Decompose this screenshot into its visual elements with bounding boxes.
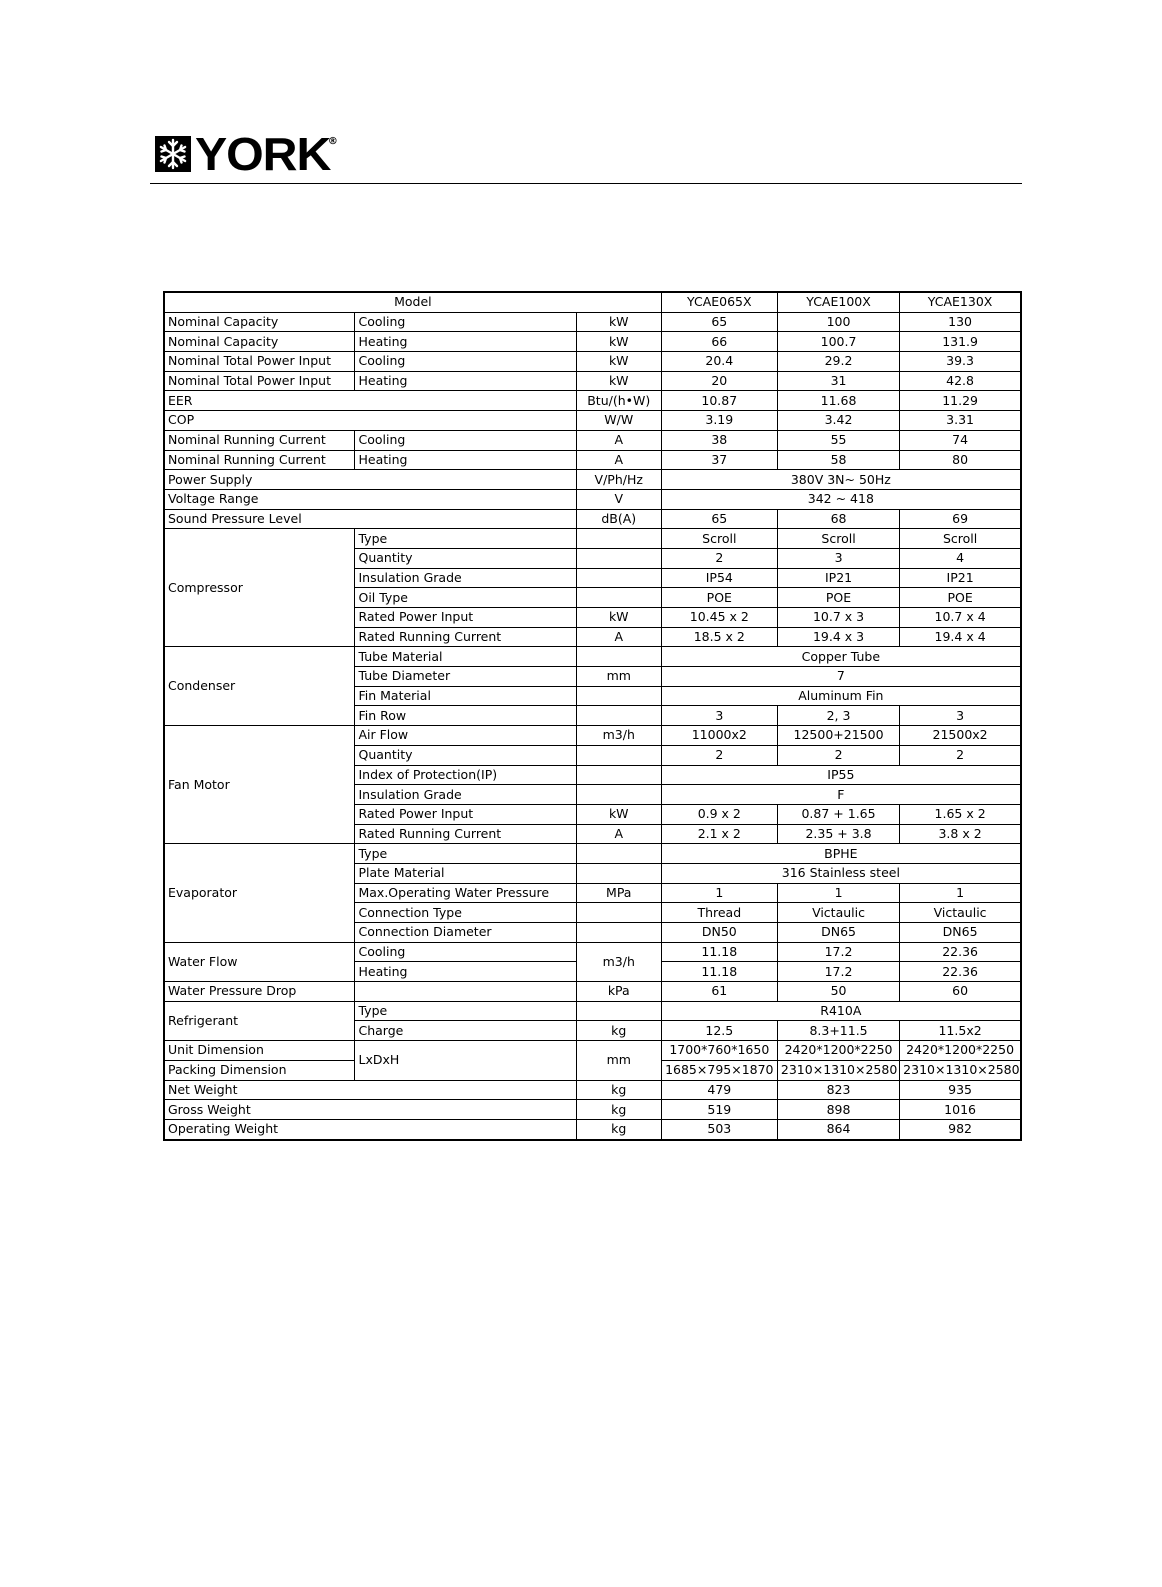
table-row [164, 332, 1021, 352]
value-cell: 11.5x2 [900, 1021, 1021, 1041]
value-cell: POE [900, 588, 1021, 608]
table-row [164, 1041, 1021, 1061]
value-cell: 2 [661, 745, 777, 765]
group-label: Compressor [164, 529, 355, 647]
value-cell: POE [777, 588, 899, 608]
row-label: Voltage Range [164, 489, 576, 509]
value-cell: 2 [900, 745, 1021, 765]
table-row [164, 391, 1021, 411]
row-label: Model [164, 292, 661, 312]
row-sublabel: Heating [355, 962, 576, 982]
table-row [164, 489, 1021, 509]
value-cell: 69 [900, 509, 1021, 529]
value-cell: 37 [661, 450, 777, 470]
unit-cell [576, 686, 661, 706]
value-cell: 38 [661, 430, 777, 450]
value-cell: DN50 [661, 923, 777, 943]
value-cell: IP55 [661, 765, 1021, 785]
row-label: Operating Weight [164, 1119, 576, 1139]
value-cell: 11.68 [777, 391, 899, 411]
row-label: Nominal Running Current [164, 450, 355, 470]
value-cell: 823 [777, 1080, 899, 1100]
unit-cell: kg [576, 1080, 661, 1100]
value-cell: 11.18 [661, 962, 777, 982]
value-cell: 2.35 + 3.8 [777, 824, 899, 844]
unit-cell [576, 844, 661, 864]
unit-cell [576, 588, 661, 608]
table-row [164, 529, 1021, 549]
table-row [164, 1001, 1021, 1021]
york-logo [155, 128, 338, 180]
value-cell: 31 [777, 371, 899, 391]
spec-table [163, 291, 1022, 1141]
value-cell: 2 [777, 745, 899, 765]
snowflake-icon [155, 136, 191, 172]
value-cell: 0.87 + 1.65 [777, 804, 899, 824]
value-cell: 1700*760*1650 [661, 1041, 777, 1061]
row-sublabel: Plate Material [355, 863, 576, 883]
value-cell: Copper Tube [661, 647, 1021, 667]
value-cell: 10.45 x 2 [661, 608, 777, 628]
unit-cell: MPa [576, 883, 661, 903]
value-cell: 100 [777, 312, 899, 332]
row-sublabel: Air Flow [355, 726, 576, 746]
unit-cell [576, 706, 661, 726]
value-cell: Aluminum Fin [661, 686, 1021, 706]
row-sublabel: Cooling [355, 352, 576, 372]
unit-cell: kg [576, 1119, 661, 1139]
row-sublabel: Quantity [355, 745, 576, 765]
value-cell: 19.4 x 3 [777, 627, 899, 647]
group-label: Evaporator [164, 844, 355, 942]
row-label: Nominal Running Current [164, 430, 355, 450]
table-row [164, 312, 1021, 332]
value-cell: 20.4 [661, 352, 777, 372]
value-cell: 2310×1310×2580 [900, 1060, 1021, 1080]
value-cell: 380V 3N~ 50Hz [661, 470, 1021, 490]
group-label: Condenser [164, 647, 355, 726]
value-cell: 1.65 x 2 [900, 804, 1021, 824]
model-name: YCAE065X [661, 292, 777, 312]
row-sublabel: Fin Row [355, 706, 576, 726]
value-cell: 1 [661, 883, 777, 903]
row-sublabel: Cooling [355, 312, 576, 332]
unit-cell: V [576, 489, 661, 509]
value-cell: 2310×1310×2580 [777, 1060, 899, 1080]
row-sublabel: Heating [355, 371, 576, 391]
row-label: Nominal Total Power Input [164, 352, 355, 372]
row-sublabel: Insulation Grade [355, 785, 576, 805]
model-name: YCAE100X [777, 292, 899, 312]
value-cell: 22.36 [900, 942, 1021, 962]
value-cell: 100.7 [777, 332, 899, 352]
value-cell: 8.3+11.5 [777, 1021, 899, 1041]
unit-cell: V/Ph/Hz [576, 470, 661, 490]
row-label: Packing Dimension [164, 1060, 355, 1080]
table-row [164, 450, 1021, 470]
table-row [164, 982, 1021, 1002]
brand-name: YORK [195, 128, 331, 180]
value-cell: Thread [661, 903, 777, 923]
table-row [164, 371, 1021, 391]
row-label: COP [164, 411, 576, 431]
value-cell: 2, 3 [777, 706, 899, 726]
value-cell: 3 [661, 706, 777, 726]
value-cell: 2420*1200*2250 [777, 1041, 899, 1061]
value-cell: 39.3 [900, 352, 1021, 372]
unit-cell: m3/h [576, 726, 661, 746]
value-cell: 864 [777, 1119, 899, 1139]
unit-cell: mm [576, 1041, 661, 1080]
value-cell: F [661, 785, 1021, 805]
unit-cell [576, 647, 661, 667]
row-sublabel: Type [355, 529, 576, 549]
value-cell: 3.31 [900, 411, 1021, 431]
row-sublabel: Tube Material [355, 647, 576, 667]
value-cell: 1685×795×1870 [661, 1060, 777, 1080]
model-name: YCAE130X [900, 292, 1021, 312]
value-cell: 17.2 [777, 942, 899, 962]
table-row [164, 647, 1021, 667]
value-cell: 66 [661, 332, 777, 352]
value-cell: 342 ~ 418 [661, 489, 1021, 509]
value-cell: 50 [777, 982, 899, 1002]
value-cell: Victaulic [900, 903, 1021, 923]
value-cell: 0.9 x 2 [661, 804, 777, 824]
row-label: Power Supply [164, 470, 576, 490]
unit-cell [576, 923, 661, 943]
value-cell: 80 [900, 450, 1021, 470]
value-cell: IP21 [777, 568, 899, 588]
value-cell: BPHE [661, 844, 1021, 864]
value-cell: 3.8 x 2 [900, 824, 1021, 844]
unit-cell: A [576, 627, 661, 647]
row-sublabel: Rated Power Input [355, 608, 576, 628]
header-rule [150, 183, 1022, 184]
unit-cell [576, 529, 661, 549]
value-cell: 3.42 [777, 411, 899, 431]
value-cell: 58 [777, 450, 899, 470]
value-cell: 503 [661, 1119, 777, 1139]
row-label: Water Pressure Drop [164, 982, 355, 1002]
unit-cell: kW [576, 332, 661, 352]
table-row [164, 470, 1021, 490]
value-cell: Scroll [777, 529, 899, 549]
value-cell: 935 [900, 1080, 1021, 1100]
value-cell: 65 [661, 509, 777, 529]
value-cell: 982 [900, 1119, 1021, 1139]
unit-cell: kPa [576, 982, 661, 1002]
value-cell: 10.7 x 4 [900, 608, 1021, 628]
value-cell: 68 [777, 509, 899, 529]
table-row [164, 1080, 1021, 1100]
value-cell: IP21 [900, 568, 1021, 588]
value-cell: 3.19 [661, 411, 777, 431]
unit-cell [576, 765, 661, 785]
row-sublabel: Max.Operating Water Pressure [355, 883, 576, 903]
value-cell: 42.8 [900, 371, 1021, 391]
table-row [164, 509, 1021, 529]
unit-cell [576, 785, 661, 805]
row-sublabel: Tube Diameter [355, 667, 576, 687]
row-label: Nominal Capacity [164, 332, 355, 352]
value-cell: 479 [661, 1080, 777, 1100]
value-cell: DN65 [900, 923, 1021, 943]
group-label: Refrigerant [164, 1001, 355, 1040]
row-label: EER [164, 391, 576, 411]
value-cell: Scroll [900, 529, 1021, 549]
value-cell: Scroll [661, 529, 777, 549]
unit-cell: m3/h [576, 942, 661, 981]
value-cell: 12500+21500 [777, 726, 899, 746]
value-cell: 65 [661, 312, 777, 332]
value-cell: 55 [777, 430, 899, 450]
unit-cell: kW [576, 804, 661, 824]
value-cell: Victaulic [777, 903, 899, 923]
table-row [164, 430, 1021, 450]
value-cell: 11.29 [900, 391, 1021, 411]
row-sublabel: Connection Diameter [355, 923, 576, 943]
unit-cell: A [576, 430, 661, 450]
value-cell: R410A [661, 1001, 1021, 1021]
unit-cell: W/W [576, 411, 661, 431]
unit-cell: mm [576, 667, 661, 687]
row-sublabel: Charge [355, 1021, 576, 1041]
value-cell: 11000x2 [661, 726, 777, 746]
unit-cell: kW [576, 608, 661, 628]
unit-cell: kg [576, 1021, 661, 1041]
unit-cell [576, 1001, 661, 1021]
table-row [164, 1119, 1021, 1139]
value-cell: 3 [777, 548, 899, 568]
row-label: Unit Dimension [164, 1041, 355, 1061]
unit-cell: kW [576, 312, 661, 332]
unit-cell: kW [576, 352, 661, 372]
value-cell: 7 [661, 667, 1021, 687]
row-sublabel: LxDxH [355, 1041, 576, 1080]
row-sublabel: Cooling [355, 942, 576, 962]
row-sublabel: Fin Material [355, 686, 576, 706]
row-label: Nominal Total Power Input [164, 371, 355, 391]
unit-cell [576, 568, 661, 588]
value-cell: 29.2 [777, 352, 899, 372]
value-cell: 10.87 [661, 391, 777, 411]
group-label: Water Flow [164, 942, 355, 981]
value-cell: 11.18 [661, 942, 777, 962]
table-row [164, 726, 1021, 746]
table-row [164, 352, 1021, 372]
value-cell: 60 [900, 982, 1021, 1002]
value-cell: 519 [661, 1100, 777, 1120]
value-cell: IP54 [661, 568, 777, 588]
row-sublabel: Heating [355, 450, 576, 470]
value-cell: 19.4 x 4 [900, 627, 1021, 647]
unit-cell: A [576, 450, 661, 470]
value-cell: 3 [900, 706, 1021, 726]
value-cell: 20 [661, 371, 777, 391]
table-row-model [164, 292, 1021, 312]
value-cell: POE [661, 588, 777, 608]
value-cell: 898 [777, 1100, 899, 1120]
value-cell: 2420*1200*2250 [900, 1041, 1021, 1061]
unit-cell [576, 863, 661, 883]
unit-cell [576, 903, 661, 923]
unit-cell: dB(A) [576, 509, 661, 529]
unit-cell: kg [576, 1100, 661, 1120]
unit-cell: kW [576, 371, 661, 391]
row-label: Gross Weight [164, 1100, 576, 1120]
table-row [164, 1100, 1021, 1120]
row-sublabel: Quantity [355, 548, 576, 568]
value-cell: 131.9 [900, 332, 1021, 352]
value-cell: 130 [900, 312, 1021, 332]
row-sublabel: Rated Running Current [355, 824, 576, 844]
row-sublabel: Cooling [355, 430, 576, 450]
row-label: Net Weight [164, 1080, 576, 1100]
table-row [164, 411, 1021, 431]
value-cell: 21500x2 [900, 726, 1021, 746]
row-sublabel: Rated Power Input [355, 804, 576, 824]
value-cell: DN65 [777, 923, 899, 943]
value-cell: 316 Stainless steel [661, 863, 1021, 883]
table-row [164, 844, 1021, 864]
value-cell: 2.1 x 2 [661, 824, 777, 844]
row-label: Nominal Capacity [164, 312, 355, 332]
value-cell: 61 [661, 982, 777, 1002]
value-cell: 18.5 x 2 [661, 627, 777, 647]
value-cell: 2 [661, 548, 777, 568]
value-cell: 1 [900, 883, 1021, 903]
unit-cell [576, 548, 661, 568]
row-sublabel [355, 982, 576, 1002]
value-cell: 4 [900, 548, 1021, 568]
group-label: Fan Motor [164, 726, 355, 844]
row-sublabel: Index of Protection(IP) [355, 765, 576, 785]
row-label: Sound Pressure Level [164, 509, 576, 529]
row-sublabel: Type [355, 1001, 576, 1021]
value-cell: 1 [777, 883, 899, 903]
value-cell: 22.36 [900, 962, 1021, 982]
row-sublabel: Heating [355, 332, 576, 352]
value-cell: 17.2 [777, 962, 899, 982]
row-sublabel: Oil Type [355, 588, 576, 608]
unit-cell [576, 745, 661, 765]
unit-cell: Btu/(h•W) [576, 391, 661, 411]
row-sublabel: Rated Running Current [355, 627, 576, 647]
row-sublabel: Connection Type [355, 903, 576, 923]
value-cell: 12.5 [661, 1021, 777, 1041]
registered-mark: ® [327, 136, 338, 147]
value-cell: 74 [900, 430, 1021, 450]
row-sublabel: Insulation Grade [355, 568, 576, 588]
unit-cell: A [576, 824, 661, 844]
row-sublabel: Type [355, 844, 576, 864]
value-cell: 10.7 x 3 [777, 608, 899, 628]
table-row [164, 942, 1021, 962]
value-cell: 1016 [900, 1100, 1021, 1120]
